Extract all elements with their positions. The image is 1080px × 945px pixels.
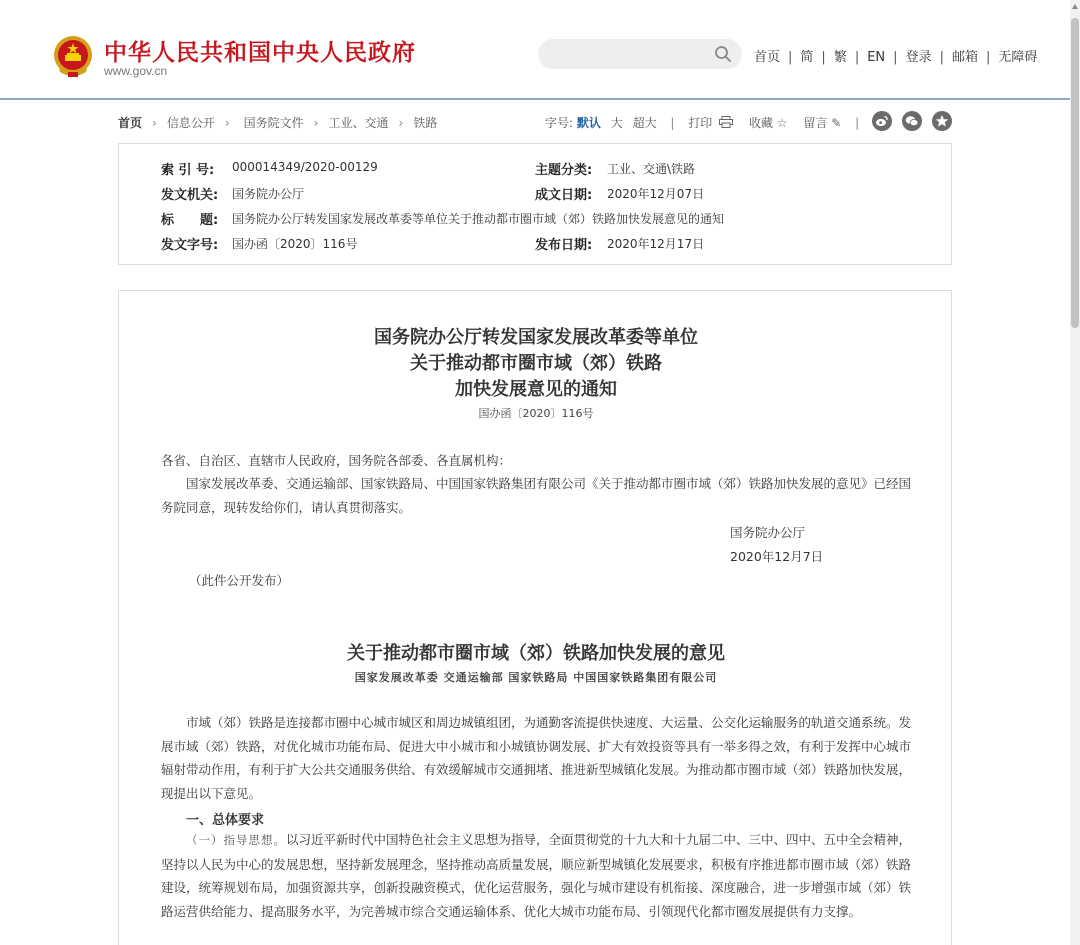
written-date-label: 成文日期: bbox=[535, 188, 593, 203]
title-value: 国务院办公厅转发国家发展改革委等单位关于推动都市圈市域（郊）铁路加快发展意见的通知 bbox=[232, 212, 725, 226]
nav-home[interactable]: 首页 bbox=[754, 50, 781, 65]
font-size-default[interactable]: 默认 bbox=[576, 116, 601, 130]
chevron-right-icon: › bbox=[398, 116, 404, 130]
nav-traditional[interactable]: 繁 bbox=[833, 50, 847, 65]
pencil-icon: ✎ bbox=[831, 116, 842, 130]
print-label: 打印 bbox=[688, 116, 713, 130]
national-emblem-icon[interactable] bbox=[52, 34, 94, 78]
written-date-value: 2020年12月07日 bbox=[607, 187, 705, 201]
article-body bbox=[118, 290, 952, 945]
doc-number-value: 国办函〔2020〕116号 bbox=[232, 237, 358, 251]
comment-button[interactable] bbox=[803, 116, 841, 130]
tools-separator: | bbox=[670, 116, 675, 130]
guiding-ideology-paragraph bbox=[161, 828, 913, 923]
site-title[interactable]: 中华人民共和国中央人民政府 bbox=[104, 40, 416, 66]
issuer-value: 国务院办公厅 bbox=[232, 187, 305, 201]
tools-separator: | bbox=[855, 116, 860, 130]
search-icon[interactable] bbox=[714, 45, 732, 63]
article-title-line: 关于推动都市圈市域（郊）铁路 bbox=[410, 353, 662, 374]
nav-separator: | bbox=[821, 50, 826, 65]
top-nav bbox=[754, 46, 1037, 65]
article-doc-number: 国办函〔2020〕116号 bbox=[478, 407, 594, 420]
nav-separator: | bbox=[893, 50, 898, 65]
nav-mail[interactable]: 邮箱 bbox=[951, 50, 978, 65]
breadcrumb-info[interactable]: 信息公开 bbox=[166, 116, 215, 130]
item-label: （一）指导思想。 bbox=[186, 833, 286, 847]
breadcrumb-home[interactable]: 首页 bbox=[118, 116, 143, 130]
printer-icon bbox=[719, 116, 733, 128]
publish-date-value: 2020年12月17日 bbox=[607, 237, 705, 251]
topic-label: 主题分类: bbox=[535, 163, 593, 178]
topic-value: 工业、交通\铁路 bbox=[607, 162, 696, 176]
issuer-label: 发文机关: bbox=[161, 188, 219, 203]
favorite-button[interactable] bbox=[749, 116, 788, 130]
article-title-line: 加快发展意见的通知 bbox=[455, 379, 617, 400]
chevron-right-icon: › bbox=[224, 116, 230, 130]
nav-separator: | bbox=[854, 50, 860, 65]
nav-english[interactable]: EN bbox=[867, 50, 886, 65]
document-info-table bbox=[118, 143, 952, 265]
index-value: 000014349/2020-00129 bbox=[232, 160, 378, 174]
title-label: 标 题: bbox=[161, 213, 219, 228]
breadcrumb-railway[interactable]: 铁路 bbox=[413, 116, 438, 130]
nav-separator: | bbox=[939, 50, 944, 65]
font-size-xlarge[interactable]: 超大 bbox=[632, 116, 657, 130]
search-input[interactable] bbox=[538, 39, 742, 69]
chevron-right-icon: › bbox=[313, 116, 319, 130]
nav-accessibility[interactable]: 无障碍 bbox=[998, 50, 1038, 65]
breadcrumb-state-council-docs[interactable]: 国务院文件 bbox=[243, 116, 304, 130]
section-heading: 一、总体要求 bbox=[186, 813, 265, 828]
breadcrumb bbox=[118, 114, 437, 131]
signature: 国务院办公厅 bbox=[730, 525, 806, 540]
publication-note: （此件公开发布） bbox=[189, 573, 290, 588]
item-text: 以习近平新时代中国特色社会主义思想为指导，全面贯彻党的十九大和十九届二中、三中、四中、五中全会精神，坚持以人民为中心的发展思想，坚持新发展理念，坚持推动高质量发展，顺应新型城镇化发展要求，积极有序推进都市圈市域（郊）铁路建设，统筹规划布局，加强资源共享，创新投融资模式，优化运营服务，强化与城市建设有机衔接、深度融合，进一步增强市域（郊）铁路运营供给能力、提高服务水平，为完善城市综合交通运输体系、优化大城市功能布局、引领现代化都市圈发展提供有力支撑。 bbox=[161, 832, 912, 919]
scrollbar[interactable] bbox=[1070, 0, 1080, 945]
breadcrumb-industry-transport[interactable]: 工业、交通 bbox=[328, 116, 389, 130]
favorite-label: 收藏 bbox=[748, 116, 773, 130]
sign-date: 2020年12月7日 bbox=[730, 549, 824, 564]
nav-separator: | bbox=[788, 50, 793, 65]
site-domain: www.gov.cn bbox=[104, 64, 168, 78]
forward-paragraph: 国家发展改革委、交通运输部、国家铁路局、中国国家铁路集团有限公司《关于推动都市圈市域（郊）铁路加快发展的意见》已经国务院同意，现转发给你们，请认真贯彻落实。 bbox=[161, 476, 912, 515]
font-size-label: 字号: bbox=[545, 116, 574, 130]
nav-separator: | bbox=[985, 50, 991, 65]
intro-paragraph: 市域（郊）铁路是连接都市圈中心城市城区和周边城镇组团，为通勤客流提供快速度、大运量、公交化运输服务的轨道交通系统。发展市域（郊）铁路，对优化城市功能布局、促进大中小城市和小城镇协调发展、扩大有效投资等具有一举多得之效，有利于发挥中心城市辐射带动作用，有利于扩大公共交通服务供给、有效缓解城市交通拥堵、推进新型城镇化发展。为推动都市圈市域（郊）铁路加快发展，现提出以下意见。 bbox=[161, 715, 912, 801]
article-tools bbox=[545, 114, 869, 131]
nav-simplified[interactable]: 简 bbox=[800, 50, 814, 65]
chevron-right-icon: › bbox=[152, 116, 157, 130]
scrollbar-thumb[interactable] bbox=[1071, 18, 1079, 328]
star-outline-icon: ☆ bbox=[776, 116, 788, 130]
font-size-large[interactable]: 大 bbox=[610, 116, 623, 130]
index-label: 索 引 号: bbox=[161, 163, 215, 178]
site-header bbox=[0, 0, 1070, 100]
article-title-line: 国务院办公厅转发国家发展改革委等单位 bbox=[374, 327, 698, 348]
wechat-icon[interactable] bbox=[902, 111, 922, 131]
opinion-authors: 国家发展改革委 交通运输部 国家铁路局 中国国家铁路集团有限公司 bbox=[354, 671, 718, 684]
doc-number-label: 发文字号: bbox=[161, 238, 219, 253]
salutation: 各省、自治区、直辖市人民政府，国务院各部委、各直属机构： bbox=[161, 453, 512, 468]
scroll-up-icon[interactable] bbox=[1072, 4, 1078, 9]
publish-date-label: 发布日期: bbox=[535, 238, 593, 253]
comment-label: 留言 bbox=[803, 116, 828, 130]
print-button[interactable] bbox=[688, 116, 737, 130]
weibo-icon[interactable] bbox=[872, 111, 892, 131]
nav-login[interactable]: 登录 bbox=[905, 50, 932, 65]
opinion-title: 关于推动都市圈市域（郊）铁路加快发展的意见 bbox=[347, 643, 725, 664]
star-icon[interactable] bbox=[932, 111, 952, 131]
